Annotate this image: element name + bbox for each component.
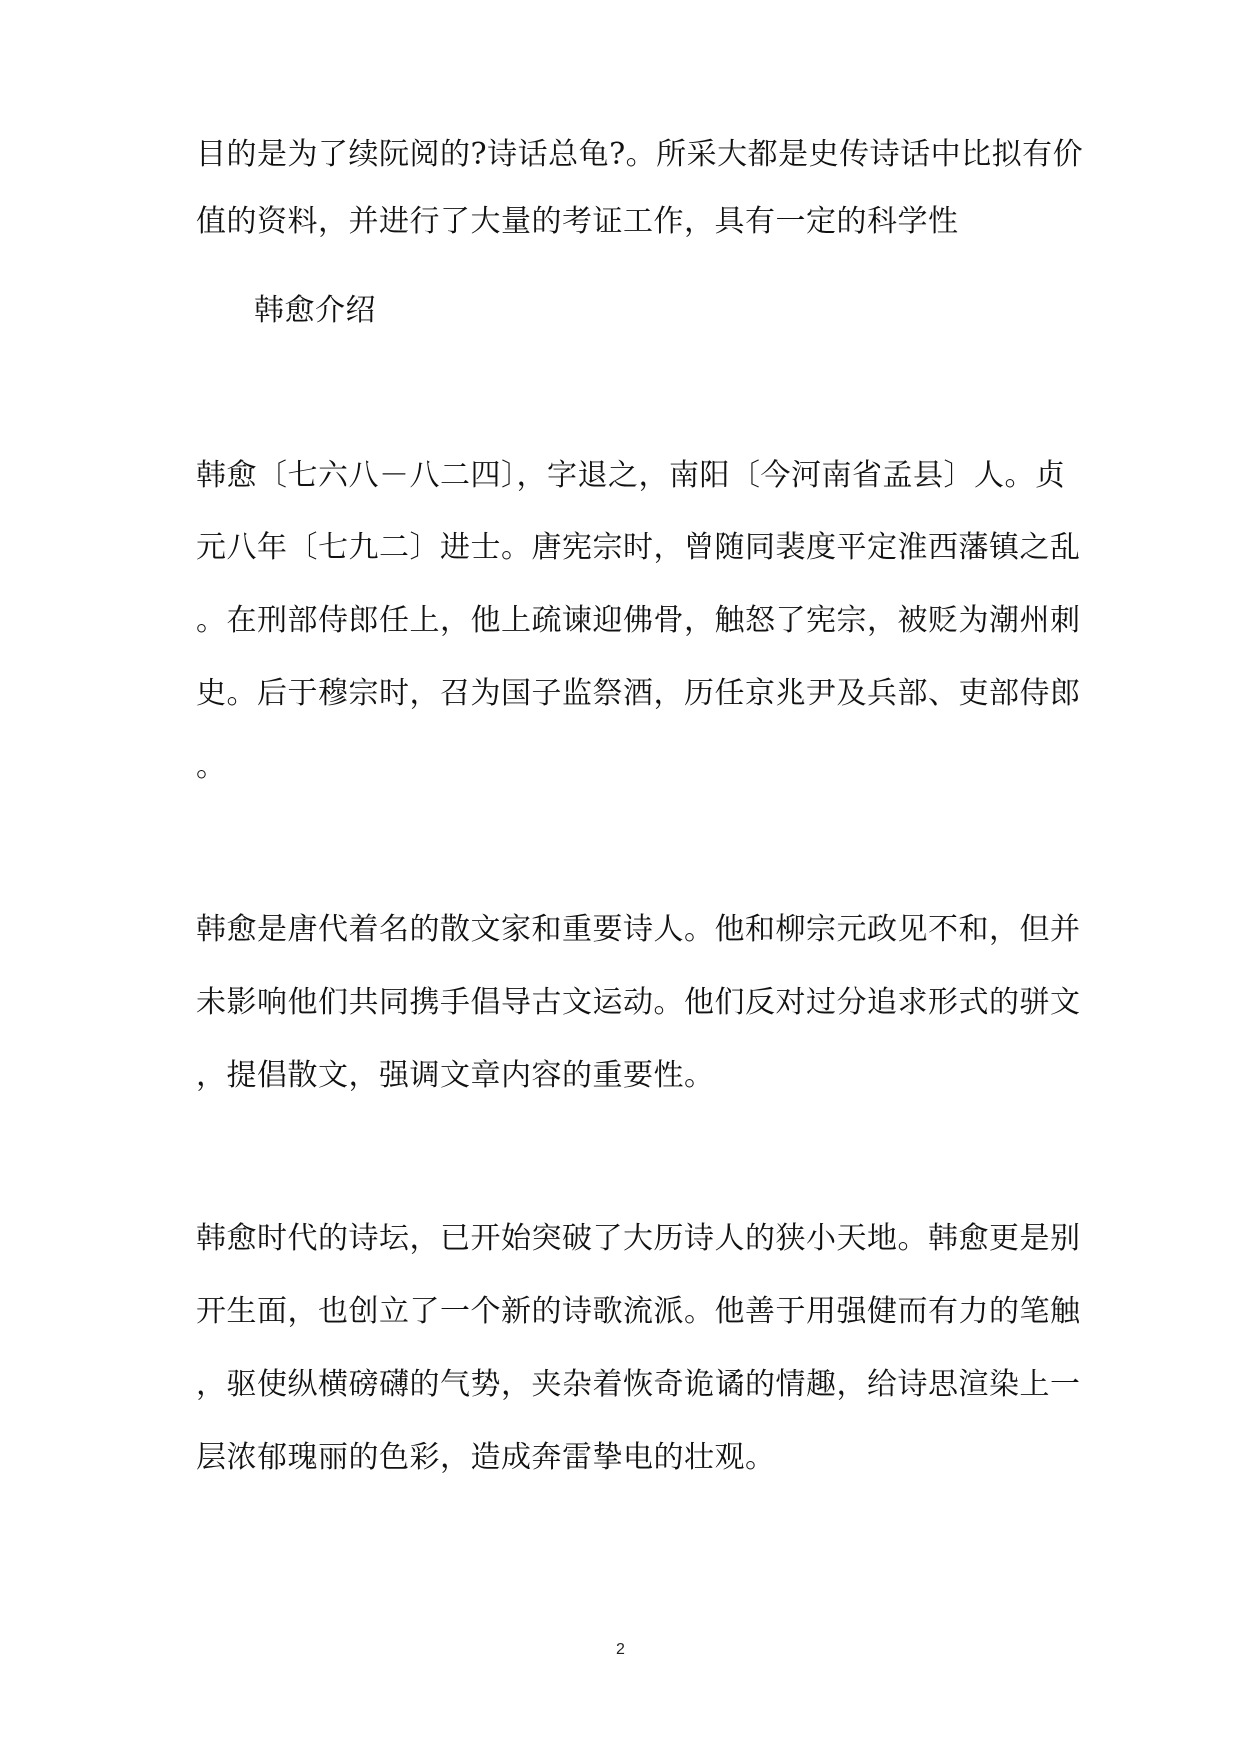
intro-line-1: 目的是为了续阮阅的?诗话总龟?。所采大都是史传诗话中比拟有价 <box>196 137 1084 172</box>
paragraph-3-line-2: 开生面，也创立了一个新的诗歌流派。他善于用强健而有力的笔触 <box>196 1294 1081 1329</box>
paragraph-2-line-1: 韩愈是唐代着名的散文家和重要诗人。他和柳宗元政见不和，但并 <box>196 912 1081 947</box>
paragraph-2-line-2: 未影响他们共同携手倡导古文运动。他们反对过分追求形式的骈文 <box>196 985 1081 1020</box>
paragraph-3-line-3: ，驱使纵横磅礴的气势，夹杂着恢奇诡谲的情趣，给诗思渲染上一 <box>196 1367 1081 1402</box>
paragraph-1-line-5: 。 <box>196 749 227 784</box>
paragraph-1-line-4: 史。后于穆宗时，召为国子监祭酒，历任京兆尹及兵部、吏部侍郎 <box>196 676 1081 711</box>
intro-line-2: 值的资料，并进行了大量的考证工作，具有一定的科学性 <box>196 204 959 239</box>
paragraph-1-line-2: 元八年〔七九二〕进士。唐宪宗时，曾随同裴度平定淮西藩镇之乱 <box>196 530 1081 565</box>
paragraph-1-line-3: 。在刑部侍郎任上，他上疏谏迎佛骨，触怒了宪宗，被贬为潮州刺 <box>196 603 1081 638</box>
paragraph-3-line-1: 韩愈时代的诗坛，已开始突破了大历诗人的狭小天地。韩愈更是别 <box>196 1221 1081 1256</box>
paragraph-1-line-1: 韩愈〔七六八－八二四〕，字退之，南阳〔今河南省孟县〕人。贞 <box>196 458 1066 493</box>
section-heading: 韩愈介绍 <box>254 293 376 328</box>
page-number: 2 <box>616 1641 625 1658</box>
paragraph-2-line-3: ，提倡散文，强调文章内容的重要性。 <box>196 1058 715 1093</box>
paragraph-3-line-4: 层浓郁瑰丽的色彩，造成奔雷挚电的壮观。 <box>196 1440 776 1475</box>
